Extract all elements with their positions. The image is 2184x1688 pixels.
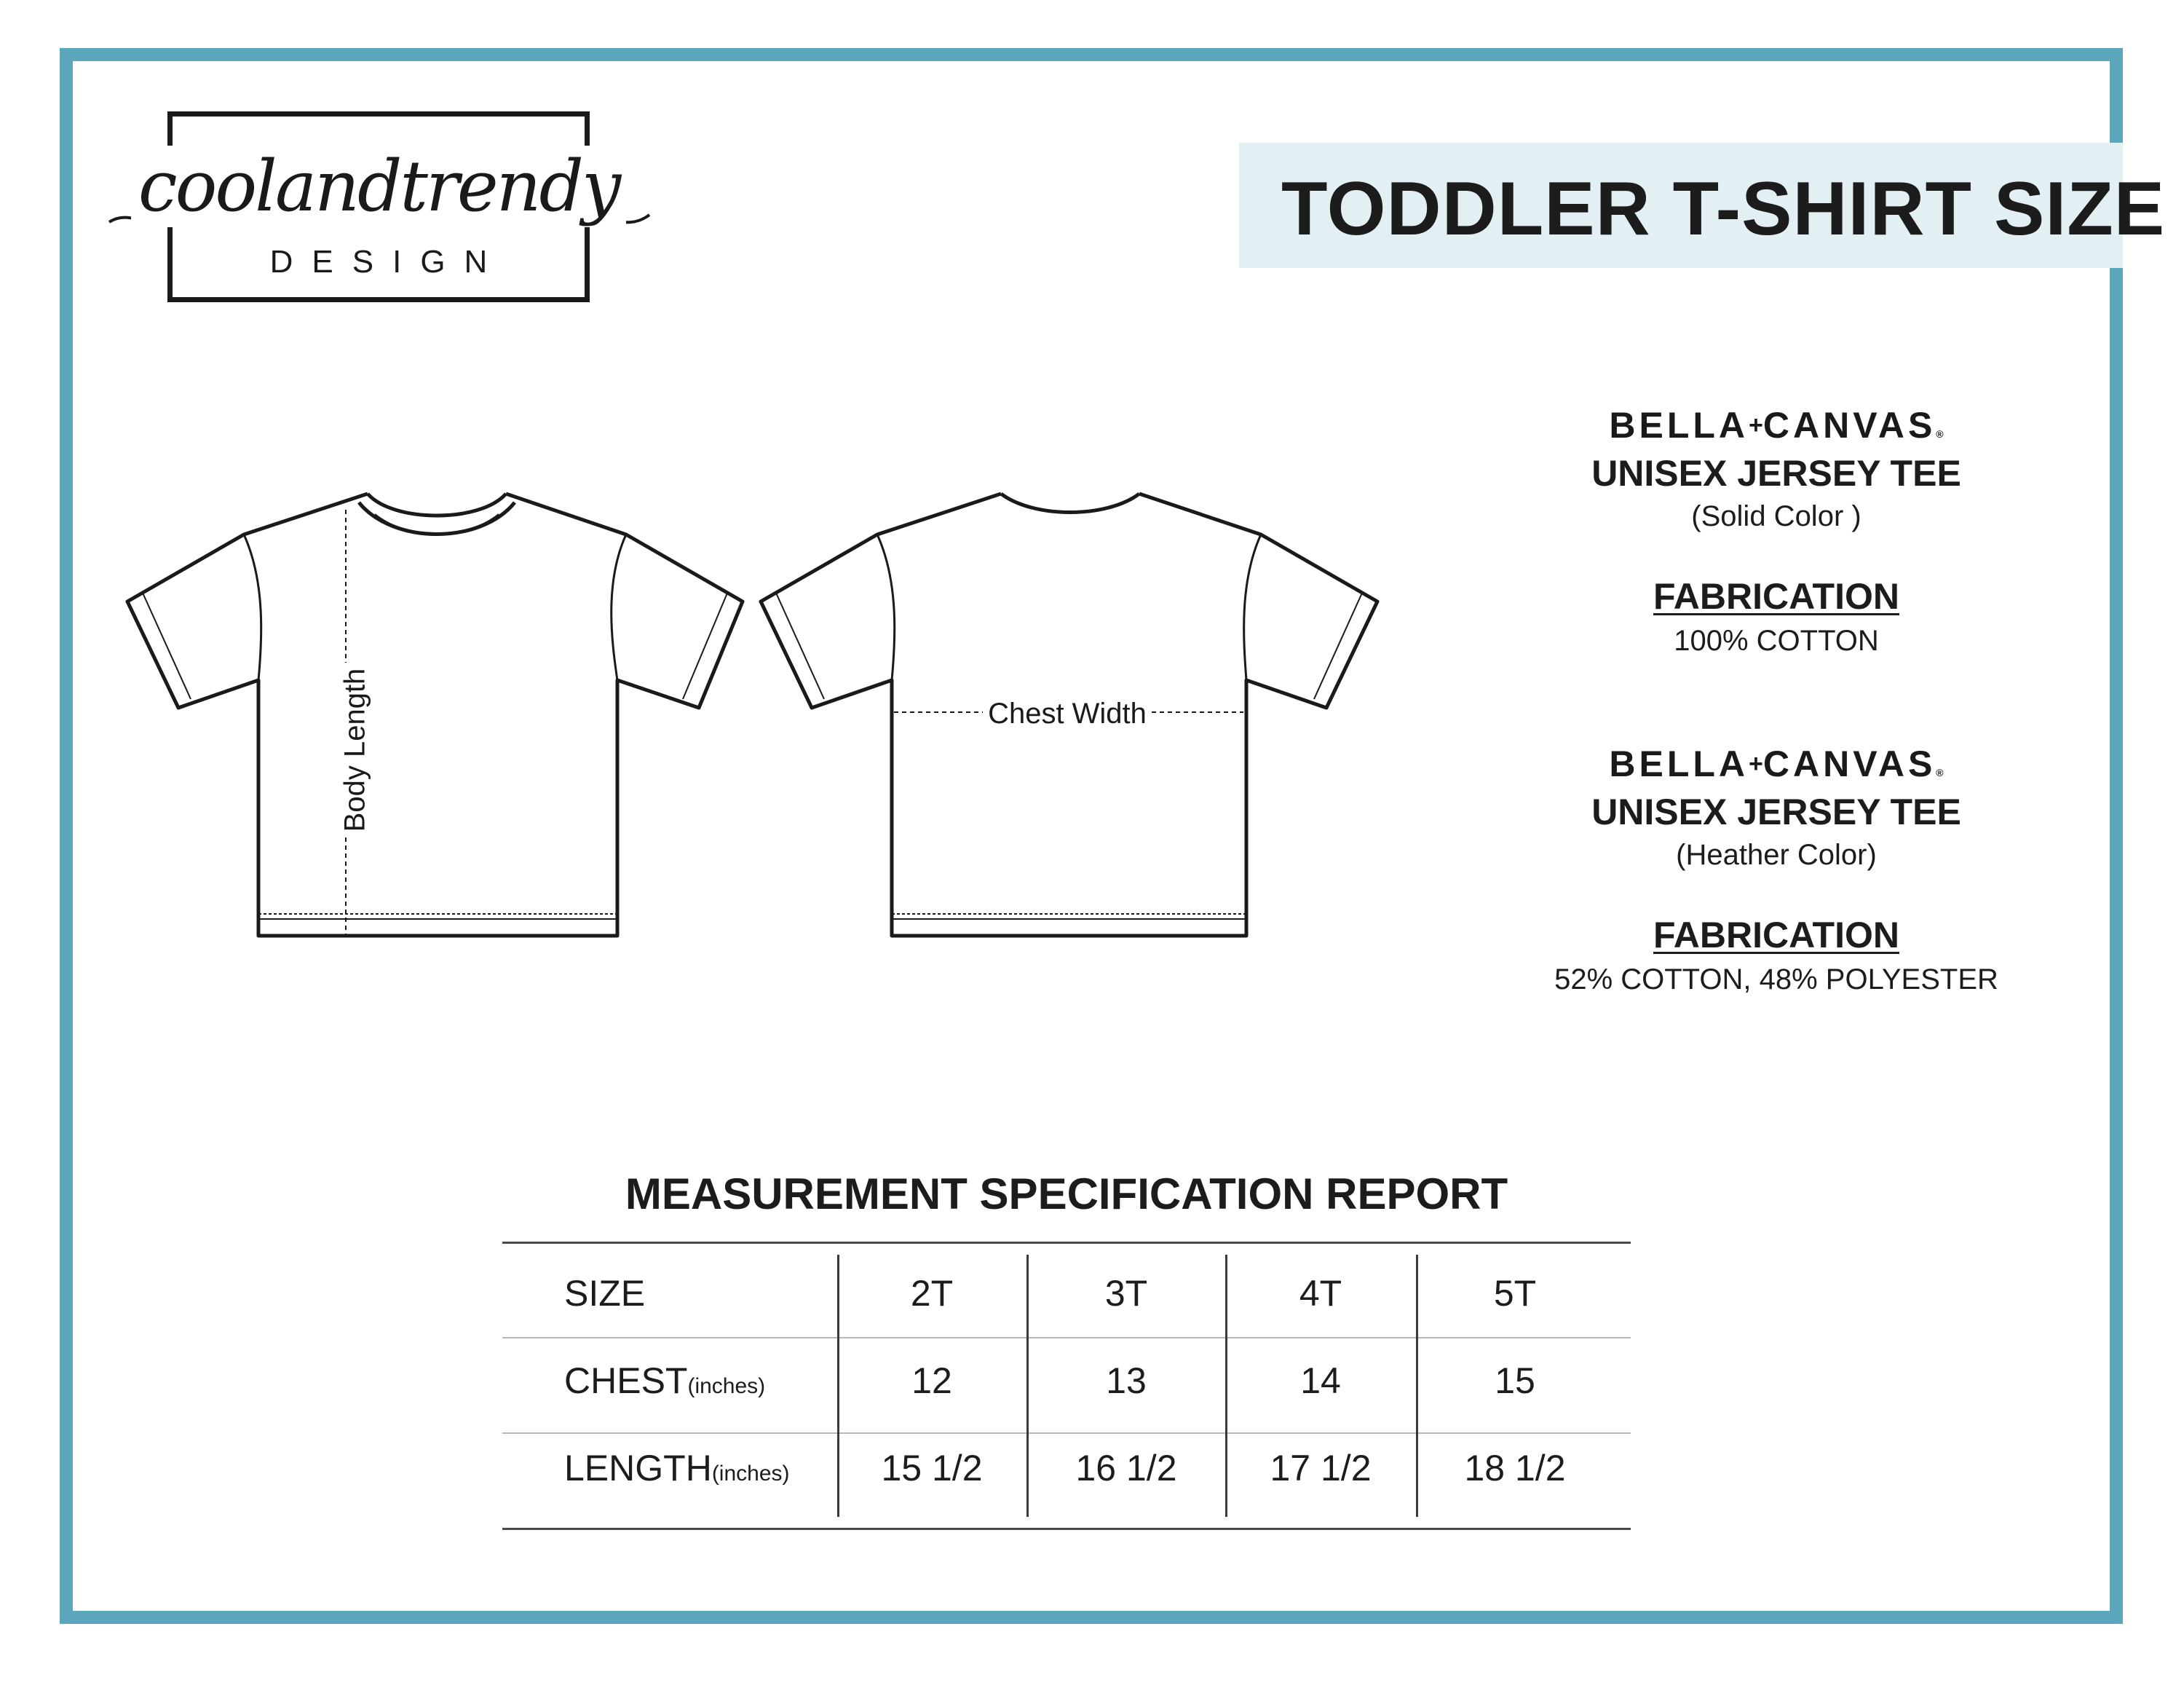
table-column-divider <box>1225 1255 1227 1517</box>
fabrication-heading: FABRICATION <box>1653 576 1899 617</box>
brand-name: BELLA+CANVAS® <box>1609 405 1944 446</box>
body-length-label: Body Length <box>339 668 371 832</box>
table-cell: 2T <box>910 1273 954 1314</box>
fabrication-value: 52% COTTON, 48% POLYESTER <box>1554 963 1998 995</box>
fabrication-value: 100% COTTON <box>1674 625 1879 657</box>
logo-subtitle: DESIGN <box>269 244 507 280</box>
table-cell: 12 <box>911 1360 952 1401</box>
fabrication-heading: FABRICATION <box>1653 915 1899 955</box>
product-name: UNISEX JERSEY TEE <box>1591 792 1961 832</box>
table-column-divider <box>837 1255 839 1517</box>
table-cell: 18 1/2 <box>1464 1448 1566 1488</box>
table-column-divider <box>1416 1255 1418 1517</box>
page-title: TODDLER T-SHIRT SIZE <box>1281 167 2166 251</box>
row-label-length: LENGTH(inches) <box>564 1448 790 1488</box>
table-cell: 13 <box>1106 1360 1147 1401</box>
table-cell: 14 <box>1300 1360 1341 1401</box>
measurement-table <box>502 1242 1631 1531</box>
product-variant: (Solid Color ) <box>1691 500 1861 532</box>
table-bottom-rule <box>502 1528 1631 1530</box>
table-cell: 15 1/2 <box>881 1448 983 1488</box>
chest-width-label: Chest Width <box>988 698 1147 730</box>
table-cell: 16 1/2 <box>1075 1448 1177 1488</box>
table-column-divider <box>1026 1255 1029 1517</box>
product-name: UNISEX JERSEY TEE <box>1591 453 1961 494</box>
product-variant: (Heather Color) <box>1676 839 1877 871</box>
table-cell: 3T <box>1104 1273 1148 1314</box>
table-cell: 4T <box>1299 1273 1342 1314</box>
brand-name: BELLA+CANVAS® <box>1609 744 1944 784</box>
row-label-size: SIZE <box>564 1273 646 1314</box>
front-tshirt-icon <box>127 494 743 936</box>
product-info-heather <box>1514 743 2038 996</box>
table-top-rule <box>502 1242 1631 1244</box>
logo-wordmark: coolandtrendy <box>102 146 655 227</box>
table-cell: 17 1/2 <box>1270 1448 1372 1488</box>
table-title: MEASUREMENT SPECIFICATION REPORT <box>625 1170 1508 1218</box>
table-row-divider <box>502 1337 1631 1338</box>
product-info-solid <box>1514 404 2038 658</box>
table-cell: 15 <box>1495 1360 1535 1401</box>
table-cell: 5T <box>1493 1273 1537 1314</box>
row-label-chest: CHEST(inches) <box>564 1360 766 1401</box>
table-row-divider <box>502 1432 1631 1434</box>
